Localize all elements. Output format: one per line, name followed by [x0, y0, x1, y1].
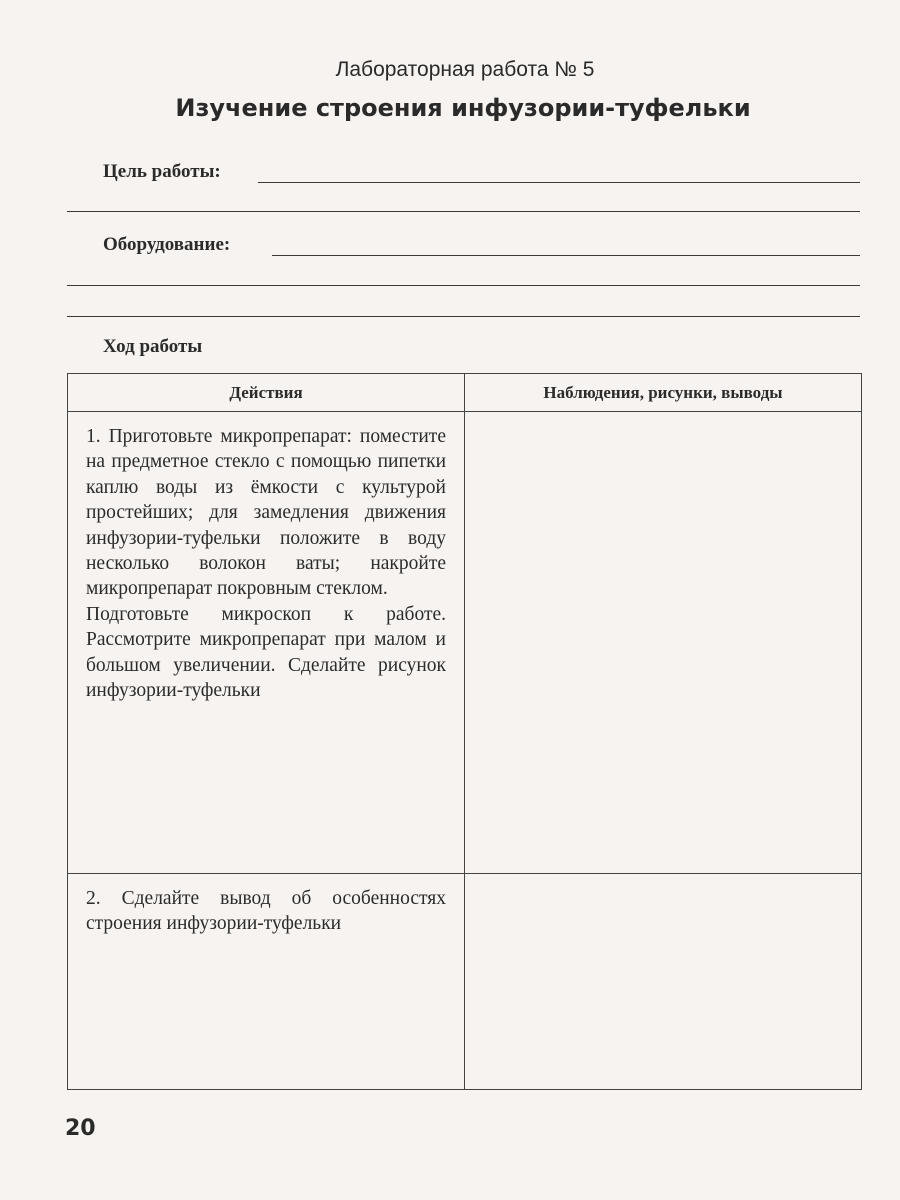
equipment-label: Оборудование: [103, 234, 231, 255]
page-number: 20 [65, 1116, 96, 1141]
equipment-line-1[interactable] [272, 255, 860, 256]
action-step-2-paragraph-1: 2. Сделайте вывод об особенностях строения инфузории-туфельки [86, 888, 446, 935]
table-header-row [68, 374, 862, 412]
table-row [68, 412, 862, 874]
action-cell [68, 874, 465, 1090]
action-cell [68, 412, 465, 874]
lab-title: Изучение строения инфузории-туфельки [175, 94, 751, 122]
column-header-observations: Наблюдения, рисунки, выводы [465, 374, 862, 412]
goal-line-1[interactable] [258, 182, 860, 183]
procedure-heading: Ход работы [103, 336, 203, 357]
column-header-actions: Действия [68, 374, 465, 412]
lab-number: Лабораторная работа № 5 [335, 58, 595, 81]
action-text [86, 424, 446, 703]
observation-cell[interactable] [465, 874, 862, 1090]
procedure-table [67, 373, 862, 1090]
observation-cell[interactable] [465, 412, 862, 874]
action-step-1-paragraph-2: Подготовьте микроскоп к работе. Рассмотрите микропрепарат при малом и большом увеличении. Сделайте рисунок инфузории-туфельки [86, 603, 446, 702]
goal-line-2[interactable] [67, 211, 860, 212]
equipment-line-2[interactable] [67, 285, 860, 286]
equipment-line-3[interactable] [67, 316, 860, 317]
goal-label: Цель работы: [103, 161, 221, 182]
action-text [86, 886, 446, 937]
table-row [68, 874, 862, 1090]
action-step-1-paragraph-1: 1. Приготовьте микропрепарат: поместите на предметное стекло с помощью пипетки каплю воды из ёмкости с культурой простейших; для замедления движения инфузории-туфельки положите в воду несколько волокон ваты; накройте микропрепарат покровным стеклом. [86, 426, 446, 600]
